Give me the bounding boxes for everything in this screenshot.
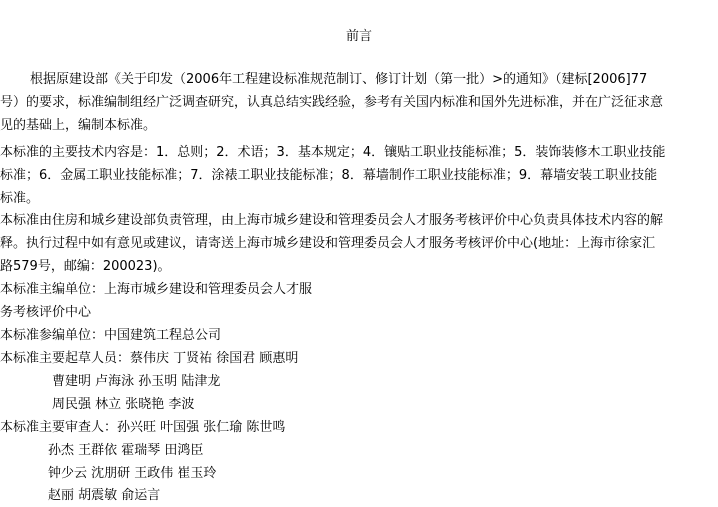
chief-editor-paragraph: [0, 278, 716, 324]
contents-line: 本标准的主要技术内容是：1．总则；2．术语；3．基本规定；4．镶贴工职业技能标准；5．装饰装修木工职业技能: [0, 145, 666, 160]
management-line: 本标准由住房和城乡建设部负责管理，由上海市城乡建设和管理委员会人才服务考核评价中心负责具体技术内容的解: [0, 213, 664, 228]
chief-editor-line: 本标准主编单位：上海市城乡建设和管理委员会人才服: [0, 282, 313, 297]
intro-line: 见的基础上，编制本标准。: [0, 118, 157, 133]
page-title: 前言: [345, 29, 372, 44]
intro-paragraph: [0, 68, 716, 137]
reviewers-line: 赵丽 胡震敏 俞运言: [48, 488, 161, 503]
intro-line: 根据原建设部《关于印发（2006年工程建设标准规范制订、修订计划（第一批）>的通知》（建标[2006]77: [30, 72, 648, 87]
drafters-label-line: 本标准主要起草人员：蔡伟庆 丁贤祐 徐国君 顾惠明: [0, 351, 299, 366]
contents-line: 标准。: [0, 191, 40, 206]
participating-unit-line: 本标准参编单位：中国建筑工程总公司: [0, 328, 222, 343]
drafters-line: 曹建明 卢海泳 孙玉明 陆津龙: [52, 374, 221, 389]
intro-line: 号）的要求，标准编制组经广泛调查研究，认真总结实践经验，参考有关国内标准和国外先进标准，并在广泛征求意: [0, 95, 664, 110]
contents-paragraph: [0, 141, 716, 210]
chief-editor-line: 务考核评价中心: [0, 305, 92, 320]
reviewers-line: 钟少云 沈朋研 王政伟 崔玉玲: [48, 466, 217, 481]
management-line: 路579号，邮编：200023)。: [0, 259, 171, 274]
drafters-line: 周民强 林立 张晓艳 李波: [52, 397, 195, 412]
management-line: 释。执行过程中如有意见或建议，请寄送上海市城乡建设和管理委员会人才服务考核评价中心(地址：上海市徐家汇: [0, 236, 656, 251]
management-paragraph: [0, 209, 716, 278]
reviewers-label-line: 本标准主要审查人：孙兴旺 叶国强 张仁瑜 陈世鸣: [0, 420, 286, 435]
contents-line: 标准；6．金属工职业技能标准；7．涂裱工职业技能标准；8．幕墙制作工职业技能标准；9．幕墙安装工职业技能: [0, 168, 658, 183]
reviewers-line: 孙杰 王群依 霍瑞琴 田鸿臣: [48, 443, 204, 458]
